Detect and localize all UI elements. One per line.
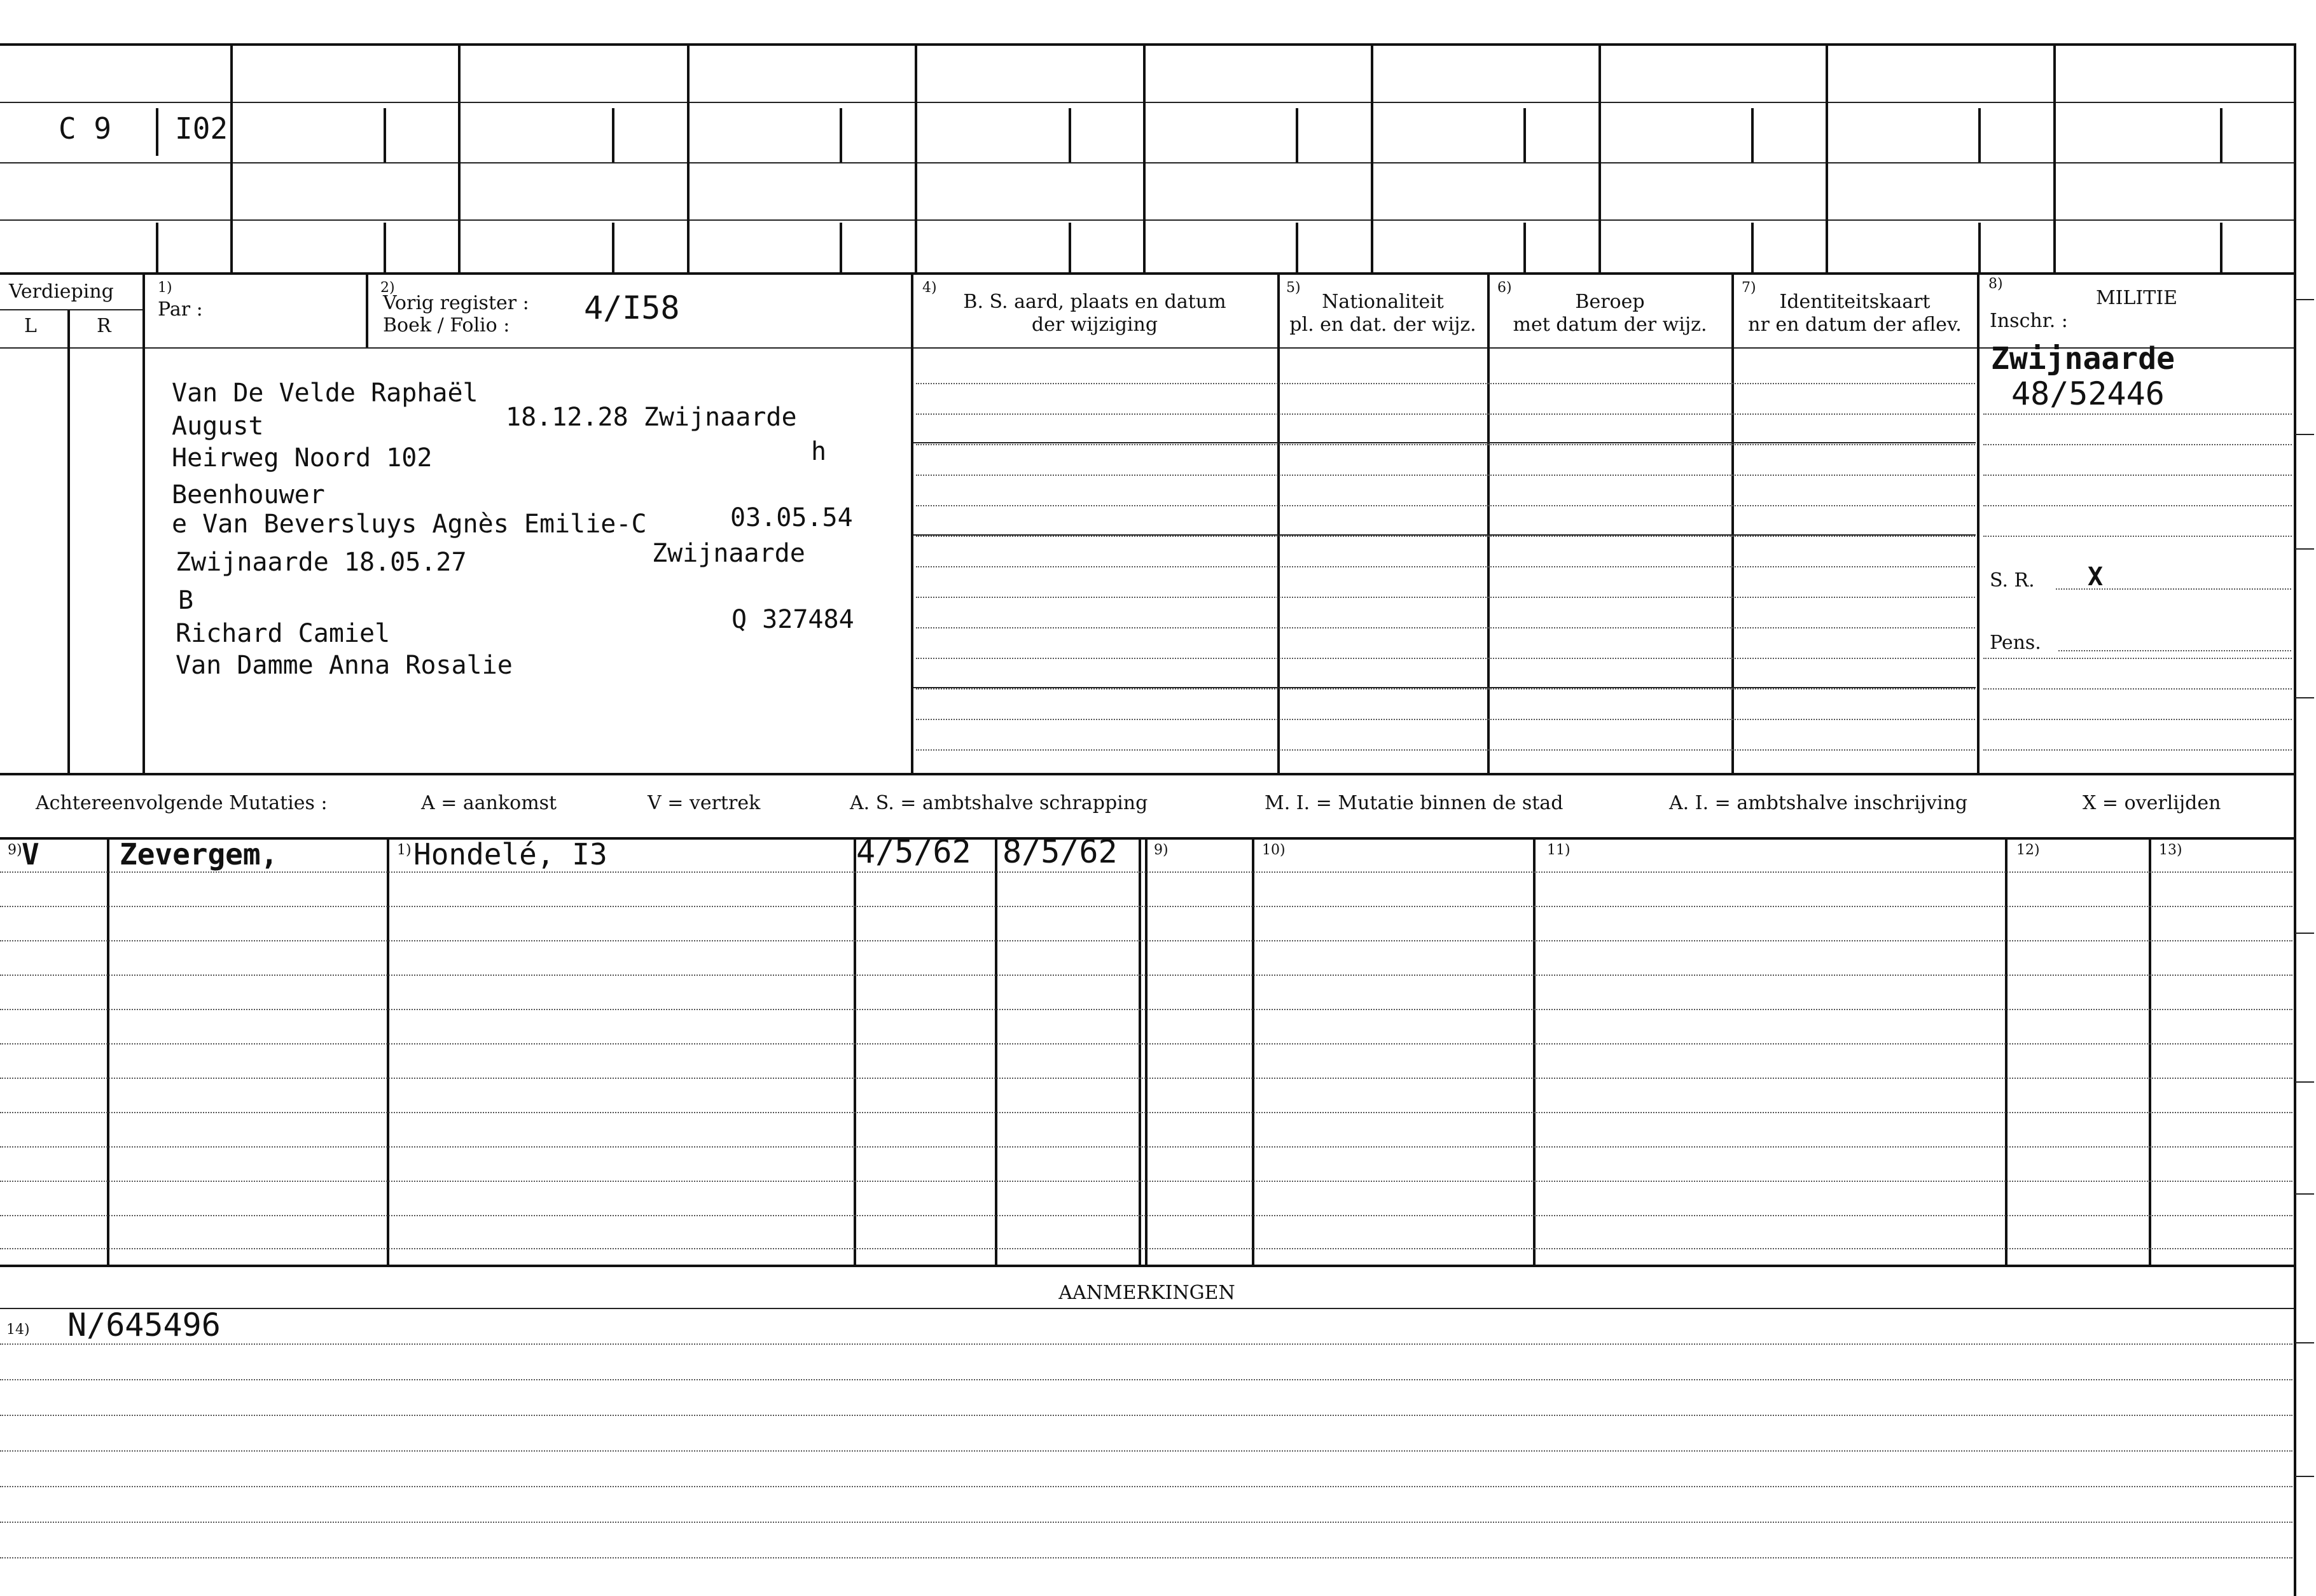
par-label: Par : [158,298,203,321]
top-grid-col [458,43,461,272]
section-bottom [0,773,2294,775]
mut-col [1145,837,1148,1265]
person-b: B [178,586,194,615]
col-divider [142,272,145,773]
top-grid-sub [612,108,614,162]
col-divider [366,272,368,347]
top-border [0,43,2296,46]
top-grid-bottom [0,272,2296,275]
militie-number: 48/52446 [2011,375,2165,412]
top-grid-line [0,219,2296,221]
mut-col [387,837,389,1265]
mut-col [2005,837,2007,1265]
aanmerkingen-rule [0,1308,2294,1309]
col5-header-2: pl. en dat. der wijz. [1289,314,1476,336]
mut-col9: 9) [1154,842,1168,858]
mutaties-v: V = vertrek [648,792,761,814]
col7-header-2: nr en datum der aflev. [1748,314,1962,336]
person-spouse-birth: Zwijnaarde 18.05.27 [176,548,467,577]
right-border [2294,43,2296,1596]
top-grid-col [915,43,917,272]
top-grid-sub [2220,223,2222,272]
mutaties-a: A = aankomst [421,792,557,814]
mutaties-x: X = overlijden [2083,792,2221,814]
mutation-type: V [22,837,39,871]
mut-col [1252,837,1254,1265]
top-grid-sub [1296,223,1298,272]
mutaties-ai: A. I. = ambtshalve inschrijving [1669,792,1968,814]
pens-dotted [2058,650,2291,651]
mut-col [107,837,109,1265]
top-grid-col [1598,43,1601,272]
top-grid-sub [2220,108,2222,162]
mutation-address: Hondelé, I3 [413,837,607,871]
top-grid-sub [1751,108,1754,162]
mutaties-mi: M. I. = Mutatie binnen de stad [1265,792,1564,814]
top-grid-sub [156,108,158,156]
person-mother: Van Damme Anna Rosalie [176,651,513,680]
mutation-bottom [0,1265,2294,1267]
vorig-num: 2) [380,280,395,296]
col-divider [1977,272,1980,773]
code-letter: C 9 [59,111,112,146]
person-father: Richard Camiel [176,619,391,648]
verdieping-label: Verdieping [9,281,114,303]
mut-num-addr: 1) [397,842,412,858]
boek-folio-label: Boek / Folio : [383,314,510,337]
header-bottom [0,347,2294,349]
code-number: I02 [175,111,228,146]
top-grid-line [0,162,2296,163]
aanmerkingen-title: AANMERKINGEN [1058,1282,1235,1304]
top-grid-col [1826,43,1828,272]
verdieping-divider [0,309,142,310]
col4-header-1: B. S. aard, plaats en datum [963,291,1226,313]
top-grid-col [230,43,233,272]
person-profession: Beenhouwer [172,480,325,510]
mut-col [1139,837,1141,1265]
militie-sr-label: S. R. [1990,569,2035,592]
mut-col11: 11) [1547,842,1571,858]
verdieping-r: R [97,315,111,337]
mutaties-as: A. S. = ambtshalve schrapping [850,792,1148,814]
top-grid-sub [840,108,842,162]
vorig-register-label: Vorig register : [383,292,529,314]
aanmerkingen-num: 14) [6,1322,30,1338]
mut-num9: 9) [8,842,22,858]
person-id: Q 327484 [732,605,854,634]
col6-header-1: Beroep [1575,291,1645,313]
col-divider [1277,272,1280,773]
person-name: Van De Velde Raphaël [172,378,478,408]
person-birth: 18.12.28 Zwijnaarde [506,403,797,432]
top-grid-line [0,102,2296,103]
col-divider [67,310,70,773]
mutation-date2: 8/5/62 [1002,833,1118,870]
col-divider [1731,272,1734,773]
top-grid-sub [1523,223,1526,272]
mut-col [995,837,997,1265]
person-spouse-date: 03.05.54 [730,503,853,532]
col4-header-2: der wijziging [1031,314,1158,336]
mut-col [1533,837,1536,1265]
person-spouse: e Van Beversluys Agnès Emilie-C [172,510,647,539]
top-grid-sub [384,223,386,272]
aanmerkingen-value: N/645496 [67,1307,221,1343]
verdieping-l: L [24,315,37,337]
vorig-register-value: 4/I58 [584,289,680,326]
top-grid-sub [1523,108,1526,162]
top-grid-sub [1069,108,1071,162]
col-divider [1487,272,1490,773]
mut-col [854,837,856,1265]
mutation-place: Zevergem, [120,837,279,871]
person-firstname: August [172,412,264,441]
mut-col10: 10) [1262,842,1286,858]
militie-title: MILITIE [2095,287,2178,309]
person-mark: h [811,437,827,466]
col4-num: 4) [922,280,937,296]
top-grid-col [687,43,690,272]
col6-num: 6) [1497,280,1512,296]
top-grid-sub [156,223,158,272]
militie-sr-value: X [2088,562,2104,592]
col-divider [911,272,913,773]
top-grid-sub [1751,223,1754,272]
top-grid-sub [1296,108,1298,162]
top-grid-sub [1069,223,1071,272]
militie-pens-label: Pens. [1990,632,2041,654]
mut-col12: 12) [2016,842,2040,858]
mutaties-label: Achtereenvolgende Mutaties : [36,792,328,814]
par-num: 1) [158,280,172,296]
militie-place: Zwijnaarde [1991,341,2175,377]
person-address: Heirweg Noord 102 [172,443,433,473]
col8-num: 8) [1988,276,2003,292]
top-grid-sub [612,223,614,272]
top-grid-col [1143,43,1146,272]
col6-header-2: met datum der wijz. [1513,314,1707,336]
person-spouse-place: Zwijnaarde [652,539,805,568]
top-grid-sub [1978,108,1981,162]
mut-col13: 13) [2159,842,2182,858]
col7-num: 7) [1742,280,1756,296]
militie-inschr: Inschr. : [1990,310,2068,332]
top-grid-sub [840,223,842,272]
mut-col [2149,837,2151,1265]
top-grid-sub [384,108,386,162]
col7-header-1: Identiteitskaart [1779,291,1931,313]
top-grid-col [2053,43,2056,272]
col5-header-1: Nationaliteit [1322,291,1444,313]
mutation-date1: 4/5/62 [856,833,971,870]
top-grid-col [1371,43,1373,272]
top-grid-sub [1978,223,1981,272]
col5-num: 5) [1286,280,1301,296]
